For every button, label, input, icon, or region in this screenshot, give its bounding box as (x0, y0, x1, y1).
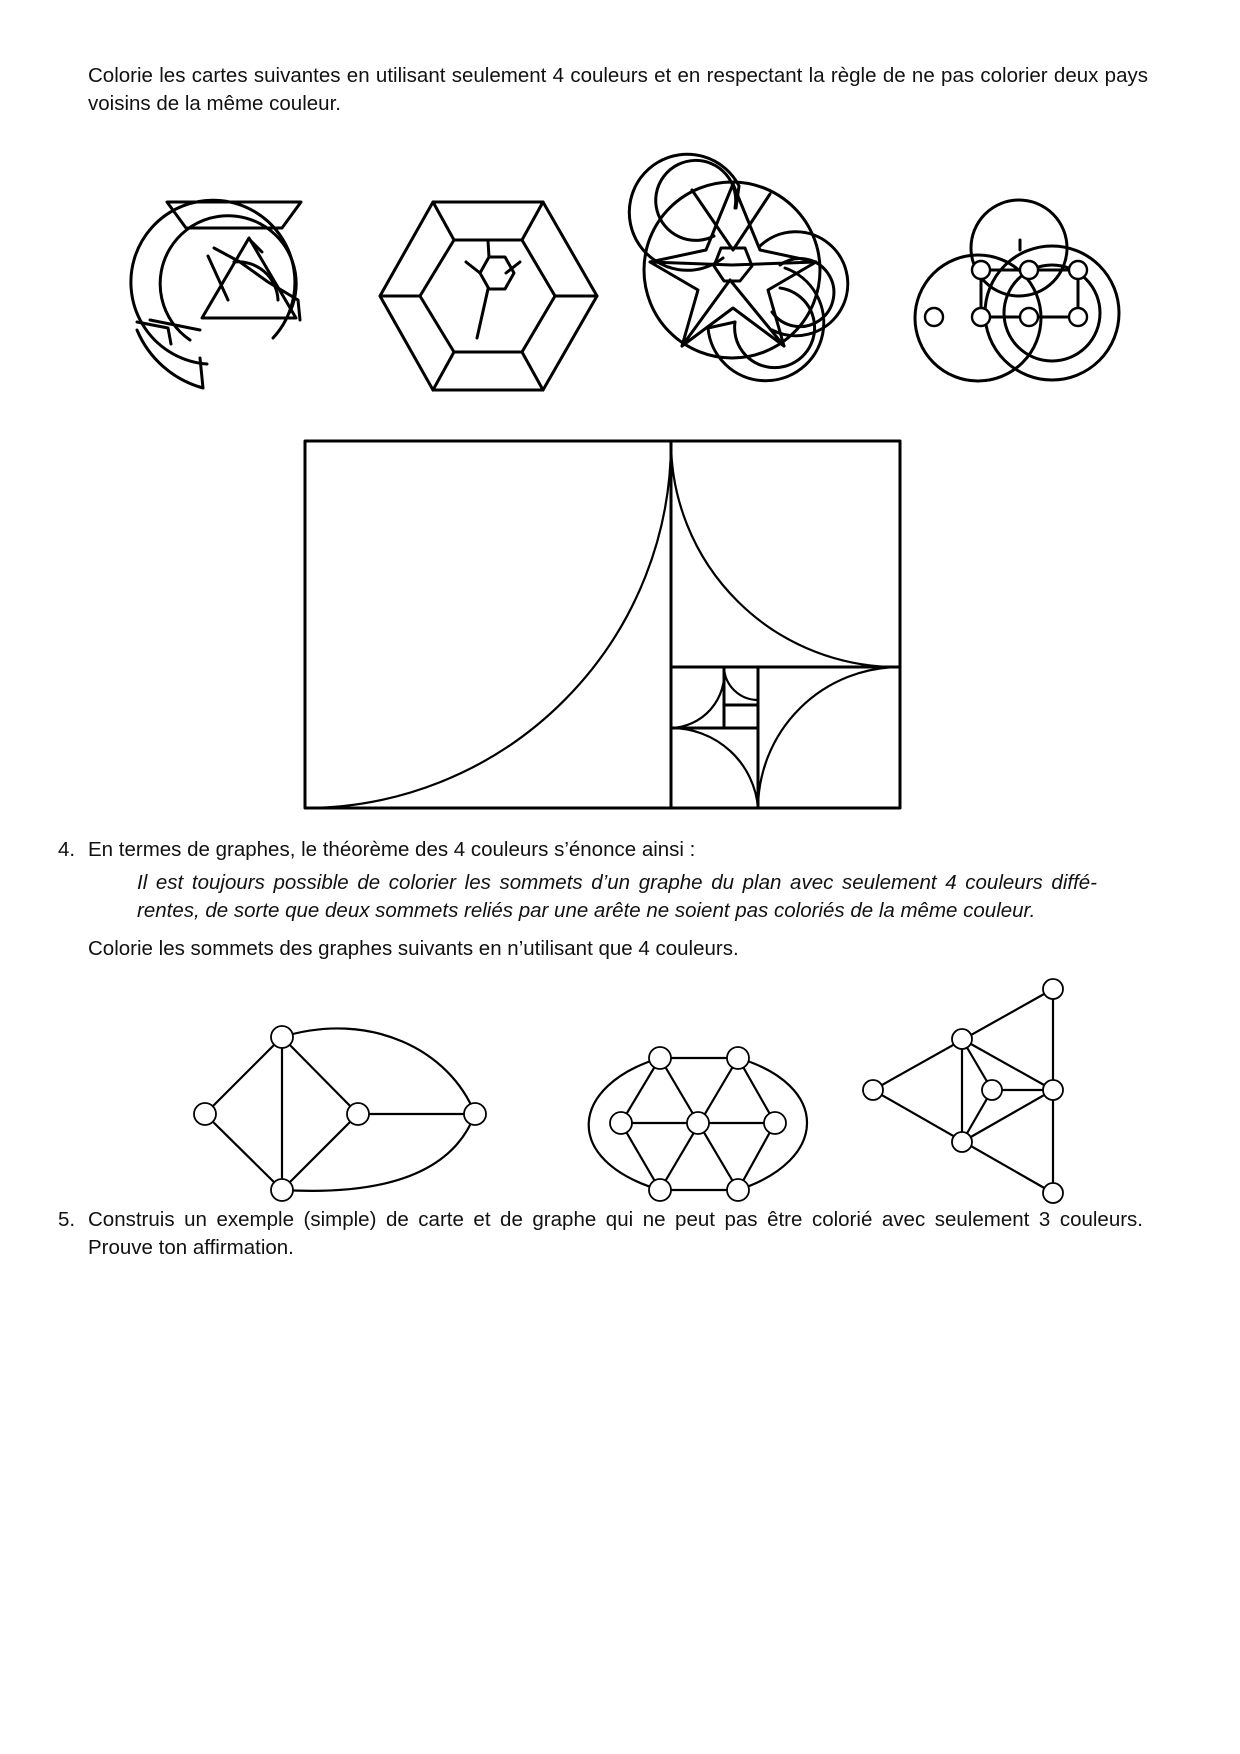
map-4 (915, 200, 1119, 381)
graph-3-vertex[interactable] (863, 1080, 883, 1100)
question-5-number: 5. (58, 1208, 76, 1231)
graph-1-vertex[interactable] (271, 1026, 293, 1048)
map-1 (131, 200, 301, 388)
graph-2-vertex[interactable] (687, 1112, 709, 1134)
map-3 (629, 154, 847, 380)
graph-1 (194, 1026, 486, 1201)
graph-3-vertex[interactable] (982, 1080, 1002, 1100)
graph-2-vertex[interactable] (727, 1179, 749, 1201)
graph-3-vertex[interactable] (1043, 1183, 1063, 1203)
graph-1-vertex[interactable] (347, 1103, 369, 1125)
question-4-number: 4. (58, 838, 76, 861)
graph-2-vertex[interactable] (610, 1112, 632, 1134)
graph-3-vertex[interactable] (1043, 979, 1063, 999)
graph-2-vertex[interactable] (764, 1112, 786, 1134)
graph-instruction: Colorie les sommets des graphes suivants en n’utilisant que 4 couleurs. (88, 937, 739, 960)
graph-2-vertex[interactable] (727, 1047, 749, 1069)
graph-3-vertex[interactable] (1043, 1080, 1063, 1100)
graph-3 (863, 979, 1063, 1203)
question-5-text: Construis un exemple (simple) de carte et de graphe qui ne peut pas être colorié avec seulement 3 couleurs. Prouve ton affirmation. (88, 1208, 1143, 1259)
graph-2 (589, 1047, 807, 1201)
graph-3-vertex[interactable] (952, 1029, 972, 1049)
graph-1-vertex[interactable] (194, 1103, 216, 1125)
graph-1-vertex[interactable] (271, 1179, 293, 1201)
map-5 (305, 441, 900, 808)
map-2 (380, 202, 597, 390)
theorem-statement: Il est toujours possible de colorier les sommets d’un graphe du plan avec seulement 4 couleurs diffé- rentes, de sorte que deux sommets reliés par une arête ne soient pas coloriés de la même couleur. (137, 871, 1097, 922)
graph-2-vertex[interactable] (649, 1047, 671, 1069)
graph-3-vertex[interactable] (952, 1132, 972, 1152)
graph-1-vertex[interactable] (464, 1103, 486, 1125)
graph-2-vertex[interactable] (649, 1179, 671, 1201)
question-4-text: En termes de graphes, le théorème des 4 couleurs s’énonce ainsi : (88, 838, 696, 861)
intro-paragraph: Colorie les cartes suivantes en utilisant seulement 4 couleurs et en respectant la règle de ne pas colorier deux pays voisins de la même couleur. (88, 64, 1148, 115)
